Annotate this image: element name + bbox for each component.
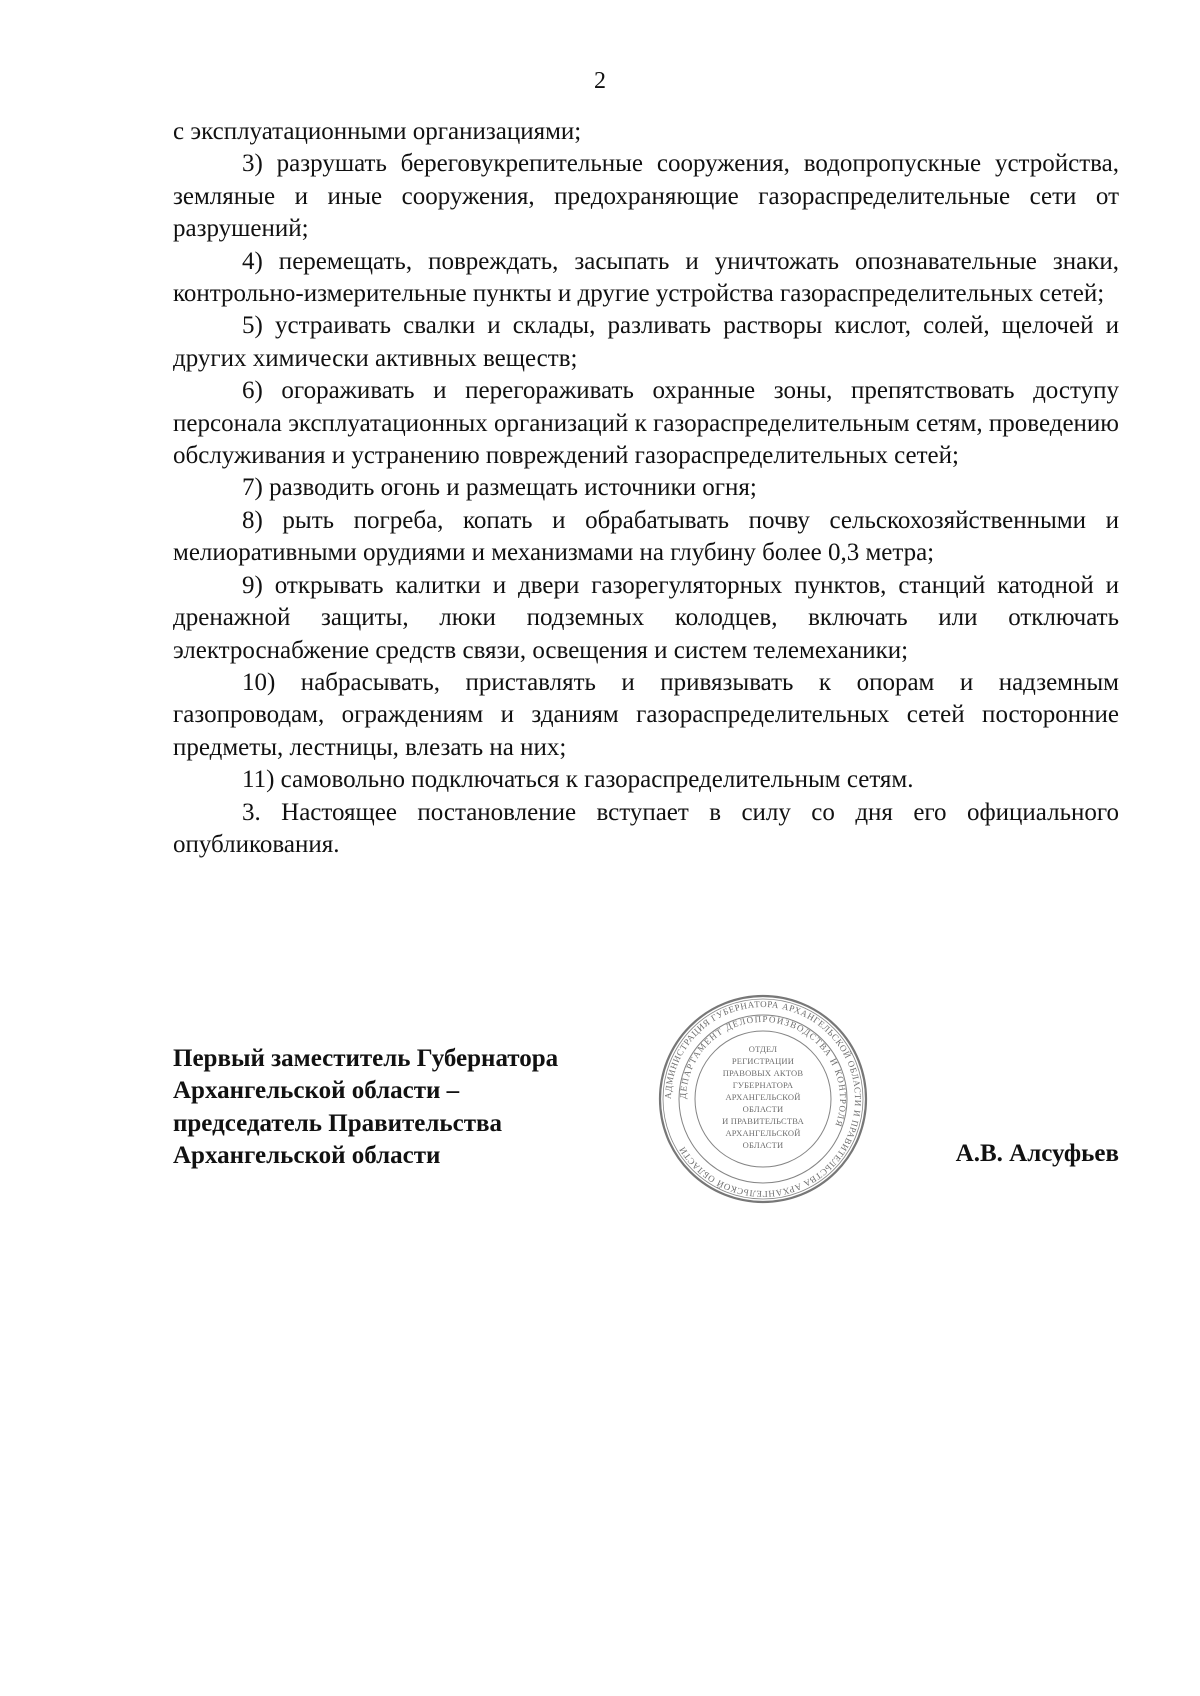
- seal-line: РЕГИСТРАЦИИ: [731, 1056, 795, 1066]
- paragraph: с эксплуатационными организациями;: [173, 118, 582, 145]
- list-item-10: 10) набрасывать, приставлять и привязывать к опорам и надземным газопроводам, ограждениям и зданиям газораспределительных сетей посторонние предметы, лестницы, влезать на них;: [173, 668, 1119, 761]
- signatory-title-line: Архангельской области –: [173, 1077, 460, 1105]
- seal-middle-text: ДЕПАРТАМЕНТ ДЕЛОПРОИЗВОДСТВА И КОНТРОЛЯ: [677, 1013, 849, 1129]
- seal-line: ОБЛАСТИ: [742, 1104, 784, 1114]
- document-body: [173, 116, 1119, 861]
- list-item-6: 6) огораживать и перегораживать охранные зоны, препятствовать доступу персонала эксплуатационных организаций к газораспределительным сетям, проведению обслуживания и устранению повреждений газораспределительных сетей;: [173, 377, 1119, 470]
- seal-line: ОТДЕЛ: [748, 1044, 778, 1054]
- seal-line: АРХАНГЕЛЬСКОЙ: [725, 1092, 801, 1102]
- list-item-5: 5) устраивать свалки и склады, разливать растворы кислот, солей, щелочей и других химически активных веществ;: [173, 312, 1119, 372]
- effective-date-clause: 3. Настоящее постановление вступает в силу со дня его официального опубликования.: [173, 798, 1119, 858]
- list-item-4: 4) перемещать, повреждать, засыпать и уничтожать опознавательные знаки, контрольно-измерительные пункты и другие устройства газораспределительных сетей;: [173, 247, 1119, 308]
- signatory-title-line: Архангельской области: [173, 1142, 441, 1170]
- signatory-title: [173, 1043, 558, 1173]
- list-item-7: 7) разводить огонь и размещать источники огня;: [242, 474, 757, 502]
- seal-line: И ПРАВИТЕЛЬСТВА: [722, 1116, 804, 1126]
- seal-line: ПРАВОВЫХ АКТОВ: [722, 1068, 804, 1078]
- signatory-title-line: председатель Правительства: [173, 1109, 503, 1137]
- seal-outer-text: АДМИНИСТРАЦИЯ ГУБЕРНАТОРА АРХАНГЕЛЬСКОЙ ОБЛАСТИ И ПРАВИТЕЛЬСТВА АРХАНГЕЛЬСКОЙ ОБЛАСТИ: [662, 998, 864, 1200]
- list-item-8: 8) рыть погреба, копать и обрабатывать почву сельскохозяйственными и мелиоративными орудиями и механизмами на глубину более 0,3 метра;: [173, 506, 1119, 567]
- seal-line: АРХАНГЕЛЬСКОЙ: [725, 1128, 801, 1138]
- list-item-3: 3) разрушать береговукрепительные сооружения, водопропускные устройства, земляные и иные сооружения, предохраняющие газораспределительные сети от разрушений;: [173, 150, 1119, 243]
- seal-center-text: [707, 1043, 819, 1151]
- official-seal-stamp: [657, 993, 869, 1205]
- signatory-title-line: Первый заместитель Губернатора: [173, 1045, 559, 1072]
- seal-line: ОБЛАСТИ: [742, 1140, 784, 1150]
- seal-line: ГУБЕРНАТОРА: [732, 1080, 794, 1090]
- page-number: 2: [594, 68, 606, 94]
- list-item-9: 9) открывать калитки и двери газорегуляторных пунктов, станций катодной и дренажной защиты, люки подземных колодцев, включать или отключать электроснабжение средств связи, освещения и систем телемеханики;: [173, 571, 1119, 664]
- list-item-11: 11) самовольно подключаться к газораспределительным сетям.: [242, 766, 914, 794]
- signatory-name: А.В. Алсуфьев: [955, 1140, 1119, 1167]
